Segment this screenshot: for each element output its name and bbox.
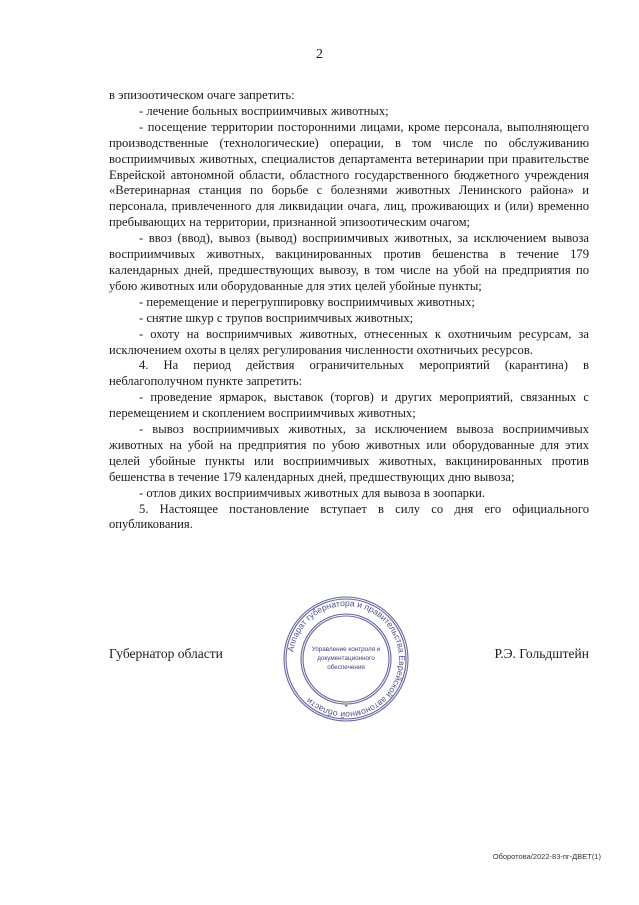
signatory-position: Губернатор области bbox=[109, 646, 223, 661]
signatory-name: Р.Э. Гольдштейн bbox=[494, 646, 589, 661]
seal-star: * bbox=[344, 703, 348, 712]
document-body bbox=[109, 88, 589, 533]
paragraph: 4. На период действия ограничительных мероприятий (карантина) в неблагополучном пункте запретить: bbox=[109, 358, 589, 389]
list-item: - перемещение и перегруппировку восприимчивых животных; bbox=[139, 294, 475, 309]
paragraph: в эпизоотическом очаге запретить: bbox=[109, 88, 295, 102]
list-item: - проведение ярмарок, выставок (торгов) и других мероприятий, связанных с перемещением и скоплением восприимчивых животных; bbox=[109, 390, 589, 421]
list-item: - вывоз восприимчивых животных, за исключением вывоза восприимчивых животных на убой на предприятия по убою животных или оборудованные для этих целей убойные пункты или восприимчивых животных, вакцинированных против бешенства в течение 179 календарных дней, предшествующих дню вывоза; bbox=[109, 422, 589, 484]
seal-inner-line-2: документационного bbox=[317, 655, 375, 662]
seal-outer-text: Аппарат губернатора и правительства Еврейской автономной области bbox=[285, 597, 408, 721]
document-footer-code: Оборотова/2022-83-пг-ДВЕТ(1) bbox=[492, 852, 601, 861]
list-item: - снятие шкур с трупов восприимчивых животных; bbox=[139, 310, 414, 325]
official-seal bbox=[282, 595, 410, 723]
list-item: - посещение территории посторонними лицами, кроме персонала, выполняющего производственные (технологические) операции, в том числе по обслуживанию восприимчивых животных, специалистов департамента ветеринарии при правительстве Еврейской автономной области, областного государственного бюджетного учреждения «Ветеринарная станция по борьбе с болезнями животных Ленинского района» и персонала, привлеченного для ликвидации очага, лиц, проживающих и (или) временно пребывающих на территории, признанной эпизоотическим очагом; bbox=[109, 119, 589, 230]
list-item: - отлов диких восприимчивых животных для вывоза в зоопарки. bbox=[139, 485, 485, 500]
seal-inner-line-3: обеспечения bbox=[327, 664, 365, 671]
page-number: 2 bbox=[316, 47, 323, 62]
list-item: - лечение больных восприимчивых животных; bbox=[139, 103, 389, 118]
list-item: - ввоз (ввод), вывоз (вывод) восприимчивых животных, за исключением вывоза восприимчивых животных, вакцинированных против бешенства в течение 179 календарных дней, предшествующих вывозу, в том числе на убой на предприятия по убою животных или оборудованные для этих целей убойные пункты; bbox=[109, 231, 589, 293]
paragraph: 5. Настоящее постановление вступает в силу со дня его официального опубликования. bbox=[109, 501, 589, 532]
seal-inner-line-1: Управление контроля и bbox=[311, 646, 381, 653]
list-item: - охоту на восприимчивых животных, отнесенных к охотничьим ресурсам, за исключением охоты в целях регулирования численности охотничьих ресурсов. bbox=[109, 326, 589, 357]
